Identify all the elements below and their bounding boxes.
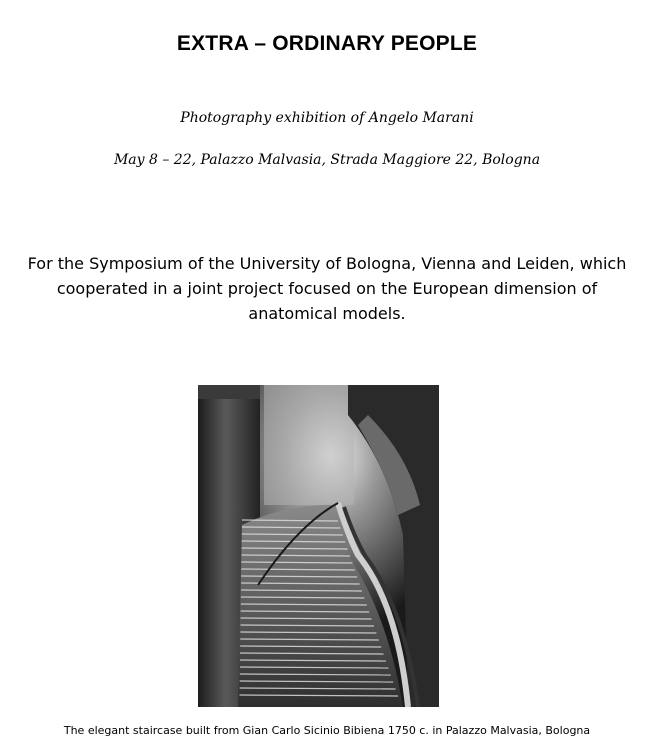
staircase-photo: [198, 385, 439, 707]
exhibition-dates-location: May 8 – 22, Palazzo Malvasia, Strada Maggiore 22, Bologna: [113, 152, 541, 168]
photo-caption: The elegant staircase built from Gian Carlo Sicinio Bibiena 1750 c. in Palazzo Malvasia, Bologna: [63, 724, 591, 737]
exhibition-title: EXTRA – ORDINARY PEOPLE: [176, 32, 478, 55]
intro-paragraph: For the Symposium of the University of Bologna, Vienna and Leiden, which cooperated in a joint project focused on the European dimension of anatomical models.: [27, 254, 627, 323]
exhibition-subtitle: Photography exhibition of Angelo Marani: [180, 110, 474, 126]
